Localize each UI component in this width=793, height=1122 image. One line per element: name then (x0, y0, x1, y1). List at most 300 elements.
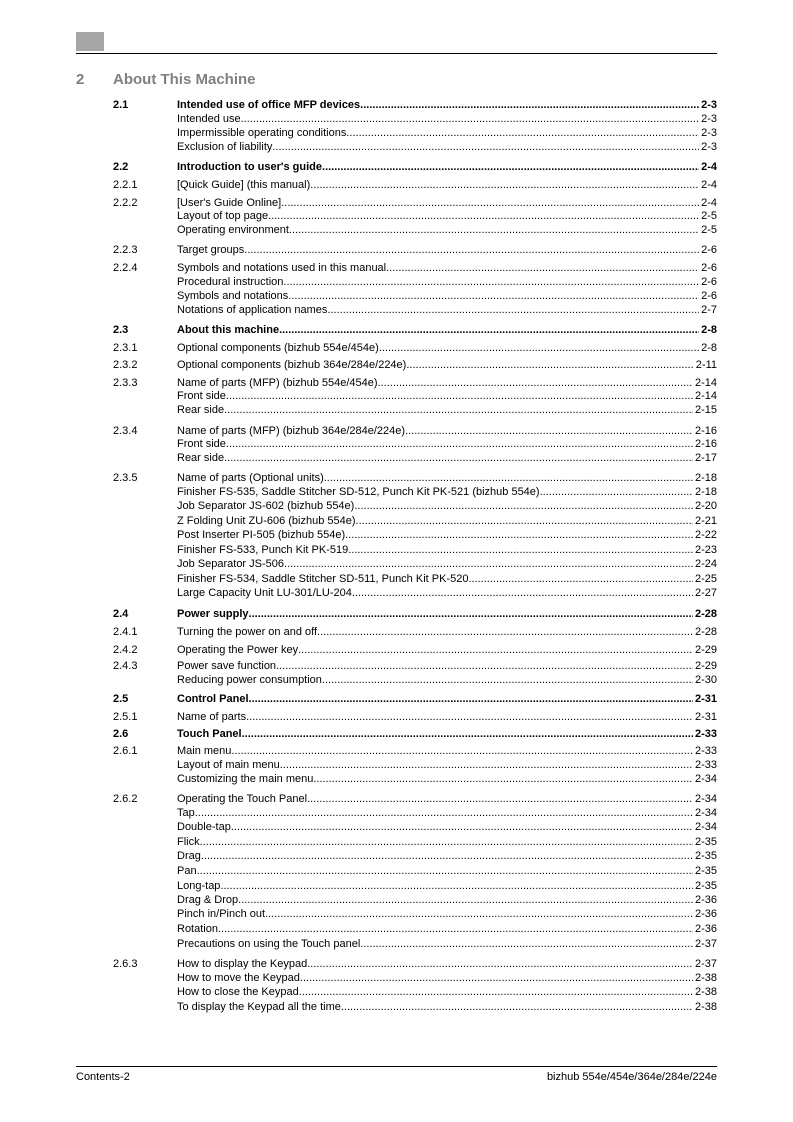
toc-entry-line (177, 937, 717, 951)
toc-entry-title: [Quick Guide] (this manual) (177, 179, 311, 191)
toc-entry-title: Double-tap (177, 821, 231, 833)
toc-entry-title: Operating environment (177, 224, 289, 236)
toc-dot-leader (226, 389, 693, 403)
toc-entry-line (177, 289, 717, 303)
toc-entry-title: Procedural instruction (177, 276, 284, 288)
toc-page-number: 2-27 (694, 587, 717, 599)
toc-entry-line (177, 659, 717, 673)
toc-entry[interactable] (0, 607, 793, 621)
toc-dot-leader (345, 528, 693, 542)
toc-entry-line (177, 772, 717, 786)
toc-entry[interactable] (0, 758, 793, 772)
toc-entry-line (177, 196, 717, 210)
toc-page-number: 2-38 (694, 986, 717, 998)
toc-dot-leader (324, 471, 693, 485)
toc-entry[interactable] (0, 792, 793, 806)
toc-entry[interactable] (0, 820, 793, 834)
toc-page-number: 2-16 (694, 438, 717, 450)
toc-section-number: 2.4.1 (113, 626, 138, 638)
toc-entry-line (177, 849, 717, 863)
toc-entry-line (177, 403, 717, 417)
toc-page-number: 2-23 (694, 544, 717, 556)
toc-entry[interactable] (0, 985, 793, 999)
toc-dot-leader (298, 643, 693, 657)
toc-page-number: 2-35 (694, 880, 717, 892)
toc-page-number: 2-38 (694, 1001, 717, 1013)
toc-entry-line (177, 243, 717, 257)
toc-entry[interactable] (0, 323, 793, 337)
toc-entry-line (177, 389, 717, 403)
toc-section-number: 2.6.1 (113, 745, 138, 757)
toc-section-number: 2.2.1 (113, 179, 138, 191)
toc-entry-title: Touch Panel (177, 728, 242, 740)
toc-entry-title: Power save function (177, 660, 277, 672)
toc-page-number: 2-36 (694, 894, 717, 906)
toc-entry-title: Name of parts (177, 711, 247, 723)
toc-entry[interactable] (0, 572, 793, 586)
toc-entry[interactable] (0, 893, 793, 907)
toc-dot-leader (348, 543, 693, 557)
toc-page-number: 2-4 (701, 197, 717, 209)
toc-entry[interactable] (0, 643, 793, 657)
toc-section-number: 2.6.2 (113, 793, 138, 805)
toc-section-number: 2.3.3 (113, 377, 138, 389)
toc-dot-leader (280, 758, 693, 772)
toc-section-number: 2.5 (113, 693, 129, 705)
toc-entry-line (177, 572, 717, 586)
toc-dot-leader (201, 849, 693, 863)
toc-entry-title: Front side (177, 438, 226, 450)
toc-dot-leader (284, 557, 693, 571)
toc-dot-leader (317, 625, 693, 639)
toc-page-number: 2-36 (694, 923, 717, 935)
toc-page-number: 2-33 (694, 759, 717, 771)
toc-entry-line (177, 485, 717, 499)
toc-entry-line (177, 437, 717, 451)
toc-section-number: 2.3.1 (113, 342, 138, 354)
toc-entry-line (177, 625, 717, 639)
toc-entry-title: Optional components (bizhub 554e/454e) (177, 342, 379, 354)
toc-page-number: 2-16 (694, 425, 717, 437)
footer-model-label: bizhub 554e/454e/364e/284e/224e (546, 1071, 717, 1083)
toc-page-number: 2-25 (694, 573, 717, 585)
toc-dot-leader (468, 572, 693, 586)
toc-entry[interactable] (0, 196, 793, 210)
toc-entry[interactable] (0, 140, 793, 154)
toc-dot-leader (346, 126, 699, 140)
toc-entry[interactable] (0, 514, 793, 528)
toc-section-number: 2.3 (113, 324, 129, 336)
toc-dot-leader (341, 1000, 693, 1014)
toc-dot-leader (224, 451, 693, 465)
toc-entry-line (177, 451, 717, 465)
toc-entry-title: Post Inserter PI-505 (bizhub 554e) (177, 529, 346, 541)
toc-entry-title: Large Capacity Unit LU-301/LU-204 (177, 587, 352, 599)
toc-page-number: 2-28 (694, 608, 717, 620)
toc-entry[interactable] (0, 659, 793, 673)
toc-entry[interactable] (0, 178, 793, 192)
toc-entry[interactable] (0, 727, 793, 741)
toc-entry[interactable] (0, 586, 793, 600)
toc-entry[interactable] (0, 625, 793, 639)
toc-section-number: 2.2 (113, 161, 129, 173)
toc-entry-title: Name of parts (MFP) (bizhub 554e/454e) (177, 377, 378, 389)
toc-entry[interactable] (0, 261, 793, 275)
toc-entry-title: Introduction to user's guide (177, 161, 323, 173)
toc-entry-line (177, 893, 717, 907)
toc-entry-line (177, 126, 717, 140)
toc-entry-line (177, 261, 717, 275)
toc-dot-leader (356, 514, 693, 528)
toc-dot-leader (231, 744, 693, 758)
toc-entry-title: Symbols and notations (177, 290, 289, 302)
toc-dot-leader (224, 403, 693, 417)
toc-entry-line (177, 957, 717, 971)
toc-entry-title: Reducing power consumption (177, 674, 322, 686)
toc-entry-title: Operating the Touch Panel (177, 793, 308, 805)
toc-entry[interactable] (0, 864, 793, 878)
toc-entry[interactable] (0, 112, 793, 126)
toc-entry[interactable] (0, 358, 793, 372)
toc-page-number: 2-14 (694, 377, 717, 389)
toc-entry[interactable] (0, 937, 793, 951)
toc-entry-line (177, 98, 717, 112)
toc-dot-leader (197, 864, 693, 878)
toc-entry[interactable] (0, 957, 793, 971)
toc-entry[interactable] (0, 437, 793, 451)
toc-entry-line (177, 971, 717, 985)
toc-entry-line (177, 528, 717, 542)
toc-entry-line (177, 792, 717, 806)
toc-dot-leader (310, 178, 699, 192)
toc-page-number: 2-20 (694, 500, 717, 512)
toc-entry-line (177, 835, 717, 849)
toc-dot-leader (200, 835, 693, 849)
toc-entry[interactable] (0, 710, 793, 724)
toc-dot-leader (283, 275, 699, 289)
toc-entry[interactable] (0, 744, 793, 758)
toc-entry[interactable] (0, 341, 793, 355)
toc-page-number: 2-4 (701, 179, 717, 191)
toc-entry-title: Name of parts (MFP) (bizhub 364e/284e/224e) (177, 425, 406, 437)
toc-entry-title: [User's Guide Online] (177, 197, 282, 209)
toc-section-number: 2.6 (113, 728, 129, 740)
toc-page-number: 2-21 (694, 515, 717, 527)
toc-entry-line (177, 323, 717, 337)
toc-dot-leader (386, 261, 699, 275)
toc-entry[interactable] (0, 692, 793, 706)
toc-entry-title: Pan (177, 865, 197, 877)
toc-entry[interactable] (0, 879, 793, 893)
toc-entry-line (177, 1000, 717, 1014)
toc-section-number: 2.6.3 (113, 958, 138, 970)
toc-entry[interactable] (0, 403, 793, 417)
toc-entry-line (177, 543, 717, 557)
toc-entry[interactable] (0, 772, 793, 786)
toc-page-number: 2-35 (694, 836, 717, 848)
toc-entry[interactable] (0, 275, 793, 289)
toc-section-number: 2.5.1 (113, 711, 138, 723)
toc-dot-leader (360, 98, 699, 112)
toc-dot-leader (307, 957, 693, 971)
toc-page-number: 2-34 (694, 807, 717, 819)
toc-dot-leader (231, 820, 693, 834)
toc-entry-line (177, 275, 717, 289)
toc-page-number: 2-34 (694, 793, 717, 805)
toc-entry-line (177, 341, 717, 355)
toc-entry-title: Job Separator JS-506 (177, 558, 285, 570)
toc-page-number: 2-3 (701, 141, 717, 153)
toc-page-number: 2-33 (694, 728, 717, 740)
toc-dot-leader (268, 209, 699, 223)
toc-entry-title: Impermissible operating conditions (177, 127, 347, 139)
toc-section-number: 2.2.4 (113, 262, 138, 274)
toc-entry-title: How to move the Keypad (177, 972, 300, 984)
footer-page-label: Contents-2 (76, 1071, 130, 1083)
toc-entry-title: Layout of main menu (177, 759, 280, 771)
toc-page-number: 2-5 (701, 210, 717, 222)
toc-dot-leader (241, 112, 699, 126)
toc-page-number: 2-18 (694, 472, 717, 484)
toc-entry-line (177, 643, 717, 657)
toc-entry[interactable] (0, 376, 793, 390)
toc-entry-line (177, 922, 717, 936)
toc-page-number: 2-6 (701, 262, 717, 274)
toc-entry[interactable] (0, 424, 793, 438)
toc-entry-title: Exclusion of liability (177, 141, 273, 153)
toc-entry-title: Finisher FS-535, Saddle Stitcher SD-512, Punch Kit PK-521 (bizhub 554e) (177, 486, 540, 498)
toc-entry-title: Notations of application names (177, 304, 328, 316)
toc-entry[interactable] (0, 557, 793, 571)
toc-entry-title: Tap (177, 807, 195, 819)
toc-page-number: 2-3 (701, 127, 717, 139)
toc-entry-line (177, 820, 717, 834)
toc-entry-title: How to close the Keypad (177, 986, 299, 998)
toc-entry-title: Drag & Drop (177, 894, 239, 906)
toc-dot-leader (322, 160, 699, 174)
toc-page-number: 2-38 (694, 972, 717, 984)
toc-dot-leader (352, 586, 693, 600)
toc-entry[interactable] (0, 971, 793, 985)
toc-entry-title: Drag (177, 850, 201, 862)
toc-entry-line (177, 160, 717, 174)
toc-entry-title: Rear side (177, 452, 225, 464)
toc-entry-title: Finisher FS-533, Punch Kit PK-519 (177, 544, 349, 556)
toc-page-number: 2-29 (694, 644, 717, 656)
toc-entry-line (177, 376, 717, 390)
toc-entry-line (177, 744, 717, 758)
toc-page-number: 2-6 (701, 276, 717, 288)
toc-page-number: 2-37 (694, 958, 717, 970)
toc-entry-title: Long-tap (177, 880, 221, 892)
toc-dot-leader (406, 358, 693, 372)
toc-dot-leader (288, 289, 699, 303)
toc-page-number: 2-28 (694, 626, 717, 638)
toc-page-number: 2-3 (701, 113, 717, 125)
toc-dot-leader (360, 937, 693, 951)
toc-dot-leader (322, 673, 693, 687)
toc-entry-line (177, 514, 717, 528)
toc-page-number: 2-34 (694, 773, 717, 785)
toc-section-number: 2.4.3 (113, 660, 138, 672)
toc-dot-leader (281, 196, 699, 210)
chapter-title: About This Machine (113, 71, 256, 88)
toc-entry-line (177, 985, 717, 999)
toc-page-number: 2-6 (701, 244, 717, 256)
toc-section-number: 2.2.3 (113, 244, 138, 256)
toc-entry-line (177, 586, 717, 600)
toc-page-number: 2-11 (695, 359, 717, 371)
toc-entry-line (177, 178, 717, 192)
toc-entry[interactable] (0, 806, 793, 820)
toc-entry[interactable] (0, 907, 793, 921)
toc-page-number: 2-29 (694, 660, 717, 672)
toc-entry-title: Flick (177, 836, 200, 848)
toc-dot-leader (540, 485, 693, 499)
toc-dot-leader (244, 243, 699, 257)
toc-entry-line (177, 607, 717, 621)
toc-dot-leader (249, 607, 693, 621)
toc-page-number: 2-4 (701, 161, 717, 173)
toc-page-number: 2-31 (694, 711, 717, 723)
toc-entry[interactable] (0, 98, 793, 112)
toc-dot-leader (246, 710, 693, 724)
toc-entry-title: Optional components (bizhub 364e/284e/224e) (177, 359, 407, 371)
toc-section-number: 2.4 (113, 608, 129, 620)
toc-page-number: 2-8 (701, 342, 717, 354)
toc-section-number: 2.1 (113, 99, 129, 111)
footer-rule (76, 1066, 717, 1067)
toc-page-number: 2-5 (701, 224, 717, 236)
toc-entry-title: Front side (177, 390, 226, 402)
toc-page-number: 2-14 (694, 390, 717, 402)
toc-entry-title: Intended use (177, 113, 241, 125)
toc-entry[interactable] (0, 849, 793, 863)
toc-page-number: 2-34 (694, 821, 717, 833)
toc-entry-line (177, 140, 717, 154)
toc-entry-title: Symbols and notations used in this manual (177, 262, 387, 274)
toc-entry-title: Pinch in/Pinch out (177, 908, 266, 920)
toc-entry[interactable] (0, 243, 793, 257)
toc-entry-line (177, 471, 717, 485)
toc-dot-leader (195, 806, 693, 820)
toc-entry[interactable] (0, 1000, 793, 1014)
toc-dot-leader (300, 971, 693, 985)
toc-entry[interactable] (0, 223, 793, 237)
toc-entry-line (177, 303, 717, 317)
toc-page-number: 2-18 (694, 486, 717, 498)
toc-entry[interactable] (0, 471, 793, 485)
toc-entry-title: Intended use of office MFP devices (177, 99, 361, 111)
toc-entry-title: Operating the Power key (177, 644, 299, 656)
toc-entry-title: Rear side (177, 404, 225, 416)
toc-entry-line (177, 112, 717, 126)
toc-entry-title: Turning the power on and off (177, 626, 318, 638)
toc-entry-line (177, 557, 717, 571)
toc-page-number: 2-36 (694, 908, 717, 920)
toc-page-number: 2-17 (694, 452, 717, 464)
toc-dot-leader (242, 727, 693, 741)
toc-entry-title: Finisher FS-534, Saddle Stitcher SD-511, Punch Kit PK-520 (177, 573, 469, 585)
toc-entry-title: Power supply (177, 608, 249, 620)
toc-dot-leader (218, 922, 693, 936)
toc-entry[interactable] (0, 160, 793, 174)
toc-page-number: 2-15 (694, 404, 717, 416)
toc-dot-leader (249, 692, 693, 706)
toc-page-number: 2-8 (701, 324, 717, 336)
toc-entry[interactable] (0, 289, 793, 303)
toc-dot-leader (307, 792, 693, 806)
toc-entry[interactable] (0, 528, 793, 542)
toc-entry-title: Z Folding Unit ZU-606 (bizhub 554e) (177, 515, 356, 527)
toc-entry[interactable] (0, 922, 793, 936)
toc-entry-title: Rotation (177, 923, 218, 935)
toc-entry[interactable] (0, 543, 793, 557)
toc-dot-leader (276, 659, 693, 673)
toc-entry[interactable] (0, 303, 793, 317)
toc-entry[interactable] (0, 389, 793, 403)
toc-entry[interactable] (0, 485, 793, 499)
toc-entry-title: Customizing the main menu (177, 773, 314, 785)
toc-page-number: 2-7 (701, 304, 717, 316)
toc-page-number: 2-37 (694, 938, 717, 950)
toc-dot-leader (238, 893, 693, 907)
toc-entry[interactable] (0, 451, 793, 465)
toc-entry[interactable] (0, 673, 793, 687)
toc-entry-title: Control Panel (177, 693, 249, 705)
toc-page-number: 2-24 (694, 558, 717, 570)
toc-entry-title: Layout of top page (177, 210, 269, 222)
toc-entry[interactable] (0, 499, 793, 513)
toc-dot-leader (279, 323, 699, 337)
toc-entry-line (177, 806, 717, 820)
toc-section-number: 2.3.5 (113, 472, 138, 484)
toc-entry-line (177, 907, 717, 921)
toc-dot-leader (299, 985, 693, 999)
toc-section-number: 2.3.4 (113, 425, 138, 437)
toc-entry-line (177, 499, 717, 513)
toc-entry-title: Main menu (177, 745, 232, 757)
toc-entry[interactable] (0, 209, 793, 223)
toc-dot-leader (327, 303, 699, 317)
toc-entry-line (177, 673, 717, 687)
toc-entry-line (177, 358, 717, 372)
chapter-number: 2 (76, 71, 85, 88)
toc-entry-line (177, 758, 717, 772)
toc-page-number: 2-31 (694, 693, 717, 705)
toc-dot-leader (272, 140, 699, 154)
toc-dot-leader (265, 907, 693, 921)
toc-dot-leader (354, 499, 693, 513)
toc-page-number: 2-3 (701, 99, 717, 111)
toc-dot-leader (378, 376, 693, 390)
toc-entry[interactable] (0, 126, 793, 140)
toc-entry-title: Target groups (177, 244, 245, 256)
toc-entry-title: Name of parts (Optional units) (177, 472, 324, 484)
toc-page-number: 2-22 (694, 529, 717, 541)
toc-entry-line (177, 424, 717, 438)
toc-entry-line (177, 727, 717, 741)
toc-page-number: 2-35 (694, 850, 717, 862)
toc-page-number: 2-6 (701, 290, 717, 302)
toc-entry[interactable] (0, 835, 793, 849)
toc-entry-line (177, 209, 717, 223)
toc-entry-line (177, 692, 717, 706)
toc-entry-line (177, 864, 717, 878)
toc-entry-title: How to display the Keypad (177, 958, 308, 970)
toc-entry-line (177, 223, 717, 237)
toc-page-number: 2-30 (694, 674, 717, 686)
